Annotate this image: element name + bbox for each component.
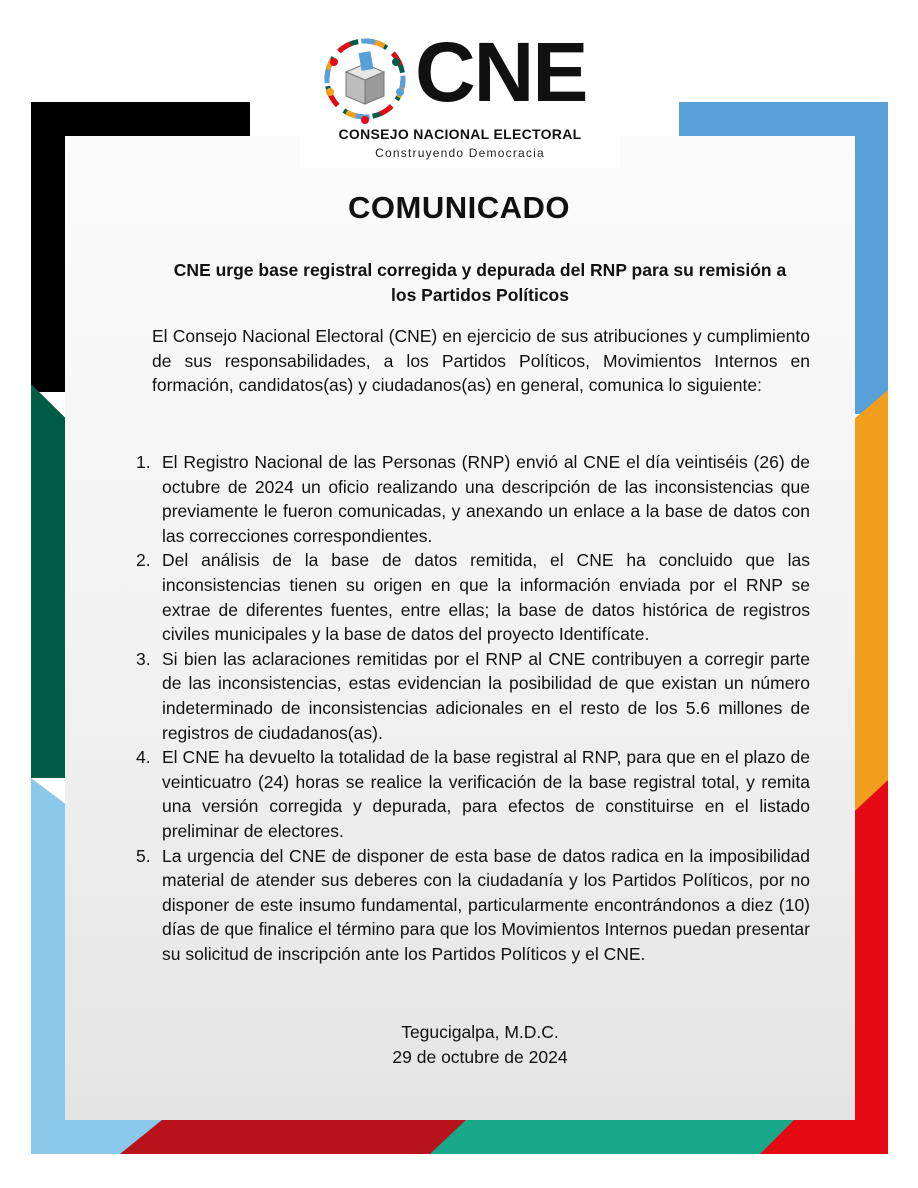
ballot-box-icon	[320, 34, 410, 124]
cne-logo	[300, 25, 620, 168]
list-item	[130, 450, 810, 548]
list-item-number: 3.	[136, 648, 151, 669]
organization-tagline: Construyendo Democracia	[375, 146, 545, 160]
list-item	[130, 647, 810, 745]
document-title: COMUNICADO	[348, 190, 570, 225]
statement-list	[130, 450, 810, 966]
list-item-text: Del análisis de la base de datos remitida, el CNE ha concluido que las inconsistencias tienen su origen en que la información enviada por el RNP se extrae de diferentes fuentes, entre ellas; la base de datos histórica de registros civiles municipales y la base de datos del proyecto Identifícate.	[162, 550, 810, 645]
frame-band-bottom-dark-red	[120, 1118, 490, 1154]
list-item-text: El Registro Nacional de las Personas (RNP) envió al CNE el día veintiséis (26) de octubre de 2024 un oficio realizando una descripción de las inconsistencias que previamente le fueron comunicadas, y anexando un enlace a la base de datos con las correcciones correspondientes.	[162, 452, 810, 546]
signoff	[300, 1020, 660, 1070]
document-subtitle	[150, 258, 810, 308]
frame-band-bottom-teal	[430, 1118, 810, 1154]
intro-paragraph: El Consejo Nacional Electoral (CNE) en ejercicio de sus atribuciones y cumplimiento de sus responsabilidades, a los Partidos Políticos, Movimientos Internos en formación, candidatos(as) y ciudadanos(as) en general, comunica lo siguiente:	[152, 326, 810, 395]
signoff-date: 29 de octubre de 2024	[392, 1047, 568, 1067]
list-item	[130, 844, 810, 967]
list-item-number: 4.	[136, 747, 151, 768]
list-item	[130, 745, 810, 843]
list-item-text: Si bien las aclaraciones remitidas por el RNP al CNE contribuyen a corregir parte de las inconsistencias, estas evidencian la posibilidad de que existan un número indeterminado de inconsistencias adicionales en el resto de los 5.6 millones de registros de ciudadanos(as).	[162, 648, 810, 743]
list-item-number: 2.	[136, 550, 151, 571]
list-item-number: 1.	[136, 452, 151, 472]
signoff-place: Tegucigalpa, M.D.C.	[401, 1022, 559, 1042]
subtitle-line-1: CNE urge base registral corregida y depurada del RNP para su remisión a	[173, 260, 787, 280]
list-item-text: El CNE ha devuelto la totalidad de la base registral al RNP, para que en el plazo de veinticuatro (24) horas se realice la verificación de la base registral total, y remita una versión corregida y depurada, para efectos de constituirse en el listado preliminar de electores.	[162, 747, 810, 841]
list-item	[130, 548, 810, 646]
list-item-text: La urgencia del CNE de disponer de esta base de datos radica en la imposibilidad material de atender sus deberes con la ciudadanía y los Partidos Políticos, por no disponer de este insumo fundamental, particularmente encontrándonos a diez (10) días de que finalice el término para que los Movimientos Internos puedan presentar su solicitud de inscripción ante los Partidos Políticos y el CNE.	[162, 845, 810, 964]
organization-name: CONSEJO NACIONAL ELECTORAL	[338, 126, 582, 142]
list-item-number: 5.	[136, 845, 151, 866]
subtitle-line-2: los Partidos Políticos	[391, 285, 569, 305]
logo-wordmark: CNE	[415, 25, 587, 119]
